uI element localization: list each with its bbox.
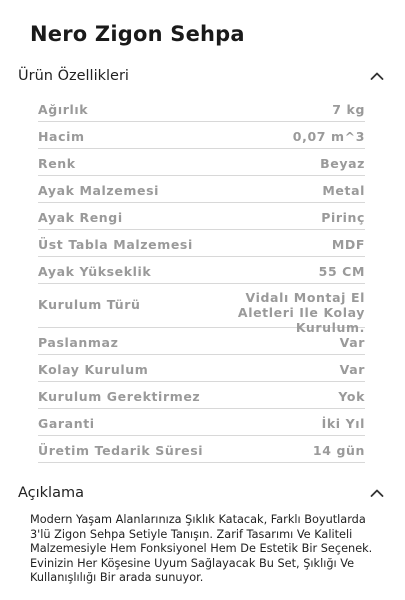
product-title: Nero Zigon Sehpa: [30, 22, 245, 46]
spec-key: Paslanmaz: [38, 335, 119, 350]
spec-key: Renk: [38, 156, 76, 171]
spec-row: [38, 230, 365, 257]
spec-key: Kolay Kurulum: [38, 362, 149, 377]
spec-table: [38, 95, 365, 463]
spec-key: Üretim Tedarik Süresi: [38, 443, 204, 458]
chevron-up-icon[interactable]: [370, 488, 384, 498]
spec-row: [38, 122, 365, 149]
description-section-label: Açıklama: [18, 485, 84, 501]
spec-key: Garanti: [38, 416, 95, 431]
description-section-header[interactable]: [18, 481, 388, 505]
spec-key: Ayak Malzemesi: [38, 183, 160, 198]
spec-value: 7 kg: [332, 102, 365, 117]
spec-value: Vidalı Montaj El Aletleri Ile Kolay Kurulum.: [237, 290, 365, 335]
spec-key: Kurulum Gerektirmez: [38, 389, 201, 404]
spec-row: [38, 355, 365, 382]
spec-value: MDF: [331, 237, 365, 252]
spec-row: [38, 149, 365, 176]
spec-value: 14 gün: [312, 443, 365, 458]
spec-value: Pirinç: [321, 210, 365, 225]
spec-row: [38, 203, 365, 230]
spec-row: [38, 95, 365, 122]
spec-key: Ayak Yükseklik: [38, 264, 152, 279]
spec-key: Hacim: [38, 129, 85, 144]
spec-value: 55 CM: [318, 264, 365, 279]
spec-value: Beyaz: [320, 156, 365, 171]
spec-row: [38, 382, 365, 409]
features-section-label: Ürün Özellikleri: [18, 68, 129, 84]
spec-row: [38, 409, 365, 436]
spec-row: [38, 436, 365, 463]
description-text: Modern Yaşam Alanlarınıza Şıklık Katacak, Farklı Boyutlarda 3'lü Zigon Sehpa Setiyle Tanışın. Zarif Tasarımı Ve Kaliteli Malzemesiyle Hem Fonksiyonel Hem De Estetik Bir Seçenek. Evinizin Her Köşesine Uyum Sağlayacak Bu Set, Şıklığı Ve Kullanışlılığı Bir arada sunuyor.: [30, 513, 373, 584]
spec-row: [38, 257, 365, 284]
spec-key: Kurulum Türü: [38, 297, 141, 312]
spec-key: Üst Tabla Malzemesi: [38, 237, 193, 252]
chevron-up-icon[interactable]: [370, 71, 384, 81]
spec-key: Ağırlık: [38, 102, 89, 117]
spec-row: [38, 176, 365, 203]
spec-value: 0,07 m^3: [292, 129, 365, 144]
spec-value: Yok: [338, 389, 365, 404]
spec-value: Var: [339, 362, 365, 377]
spec-value: Metal: [322, 183, 365, 198]
features-section-header[interactable]: [18, 64, 388, 88]
spec-row: [38, 284, 365, 335]
spec-value: İki Yıl: [321, 416, 365, 431]
spec-value: Var: [339, 335, 365, 350]
spec-key: Ayak Rengi: [38, 210, 123, 225]
